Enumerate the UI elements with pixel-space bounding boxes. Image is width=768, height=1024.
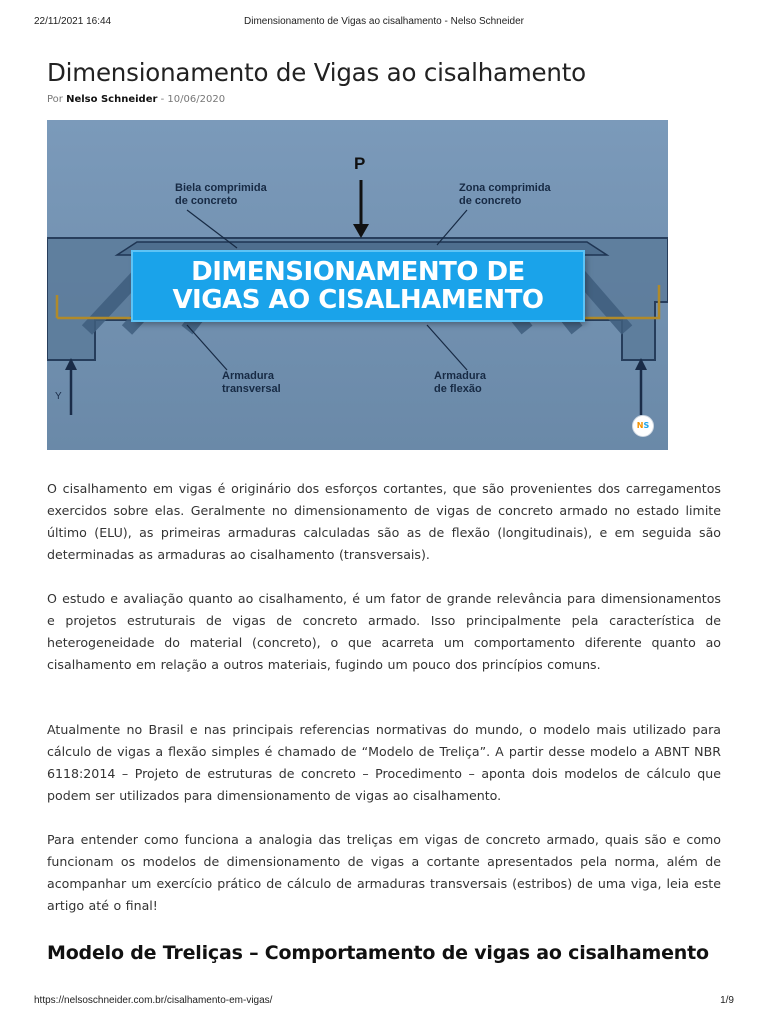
axis-y-label: Y — [55, 391, 62, 402]
print-page-title: Dimensionamento de Vigas ao cisalhamento - Nelso Schneider — [244, 16, 524, 27]
paragraph: O cisalhamento em vigas é originário dos esforços cortantes, que são provenientes dos carregamentos exercidos sobre elas. Geralmente no dimensionamento de vigas de concreto armado no estado limite último (ELU), as primeiras armaduras calculadas são as de flexão (longitudinais), e em seguida são determinadas as armaduras ao cisalhamento (transversais). — [47, 481, 721, 562]
armadura-f-line1: Armadura — [434, 370, 486, 382]
hero-image — [47, 120, 668, 450]
biela-label-line2: de concreto — [175, 195, 238, 207]
biela-label — [175, 182, 267, 208]
publish-date: 10/06/2020 — [167, 94, 226, 105]
article — [47, 58, 721, 964]
biela-label-line1: Biela comprimida — [175, 182, 267, 194]
section-heading: Modelo de Treliças – Comportamento de vigas ao cisalhamento — [47, 942, 709, 964]
ns-logo-n: N — [636, 421, 644, 430]
ns-logo — [632, 415, 654, 437]
article-meta — [47, 94, 721, 105]
print-header — [34, 16, 734, 30]
armadura-f-line2: de flexão — [434, 383, 482, 395]
print-page-number: 1/9 — [720, 995, 734, 1006]
armadura-t-line1: Armadura — [222, 370, 274, 382]
armadura-flexao-label — [434, 370, 486, 396]
paragraph: O estudo e avaliação quanto ao cisalhamento, é um fator de grande relevância para dimensionamentos e projetos estruturais de vigas de concreto armado. Isso principalmente pela característica de heterogeneidade do material (concreto), o que acarreta um comportamento diferente quanto ao cisalhamento em relação a outros materiais, fugindo um pouco dos princípios comuns. — [47, 591, 721, 672]
print-footer — [34, 995, 734, 1009]
banner-line2: VIGAS AO CISALHAMENTO — [172, 285, 544, 315]
meta-separator: - — [160, 94, 165, 105]
print-datetime: 22/11/2021 16:44 — [34, 16, 112, 27]
zona-label — [459, 182, 551, 208]
article-title: Dimensionamento de Vigas ao cisalhamento — [47, 58, 586, 87]
zona-label-line2: de concreto — [459, 195, 522, 207]
armadura-t-line2: transversal — [222, 383, 281, 395]
load-label: P — [354, 154, 366, 173]
paragraph: Atualmente no Brasil e nas principais referencias normativas do mundo, o modelo mais utilizado para cálculo de vigas a flexão simples é chamado de “Modelo de Treliça”. A partir desse modelo a ABNT NBR 6118:2014 – Projeto de estruturas de concreto – Procedimento – aponta dois modelos de cálculo que podem ser utilizados para dimensionamento de vigas ao cisalhamento. — [47, 722, 721, 803]
armadura-transversal-label — [222, 370, 281, 396]
banner-line1: DIMENSIONAMENTO DE — [191, 257, 525, 287]
print-url: https://nelsoschneider.com.br/cisalhamento-em-vigas/ — [34, 995, 273, 1006]
hero-banner — [133, 252, 583, 320]
ns-logo-s: S — [643, 421, 650, 430]
zona-label-line1: Zona comprimida — [459, 182, 551, 194]
paragraph: Para entender como funciona a analogia das treliças em vigas de concreto armado, quais são e como funcionam os modelos de dimensionamento de vigas a cortante apresentados pela norma, além de acompanhar um exercício prático de cálculo de armaduras transversais (estribos) de uma viga, leia este artigo até o final! — [47, 832, 721, 913]
by-prefix: Por — [47, 94, 63, 105]
author-link[interactable]: Nelso Schneider — [66, 94, 158, 105]
